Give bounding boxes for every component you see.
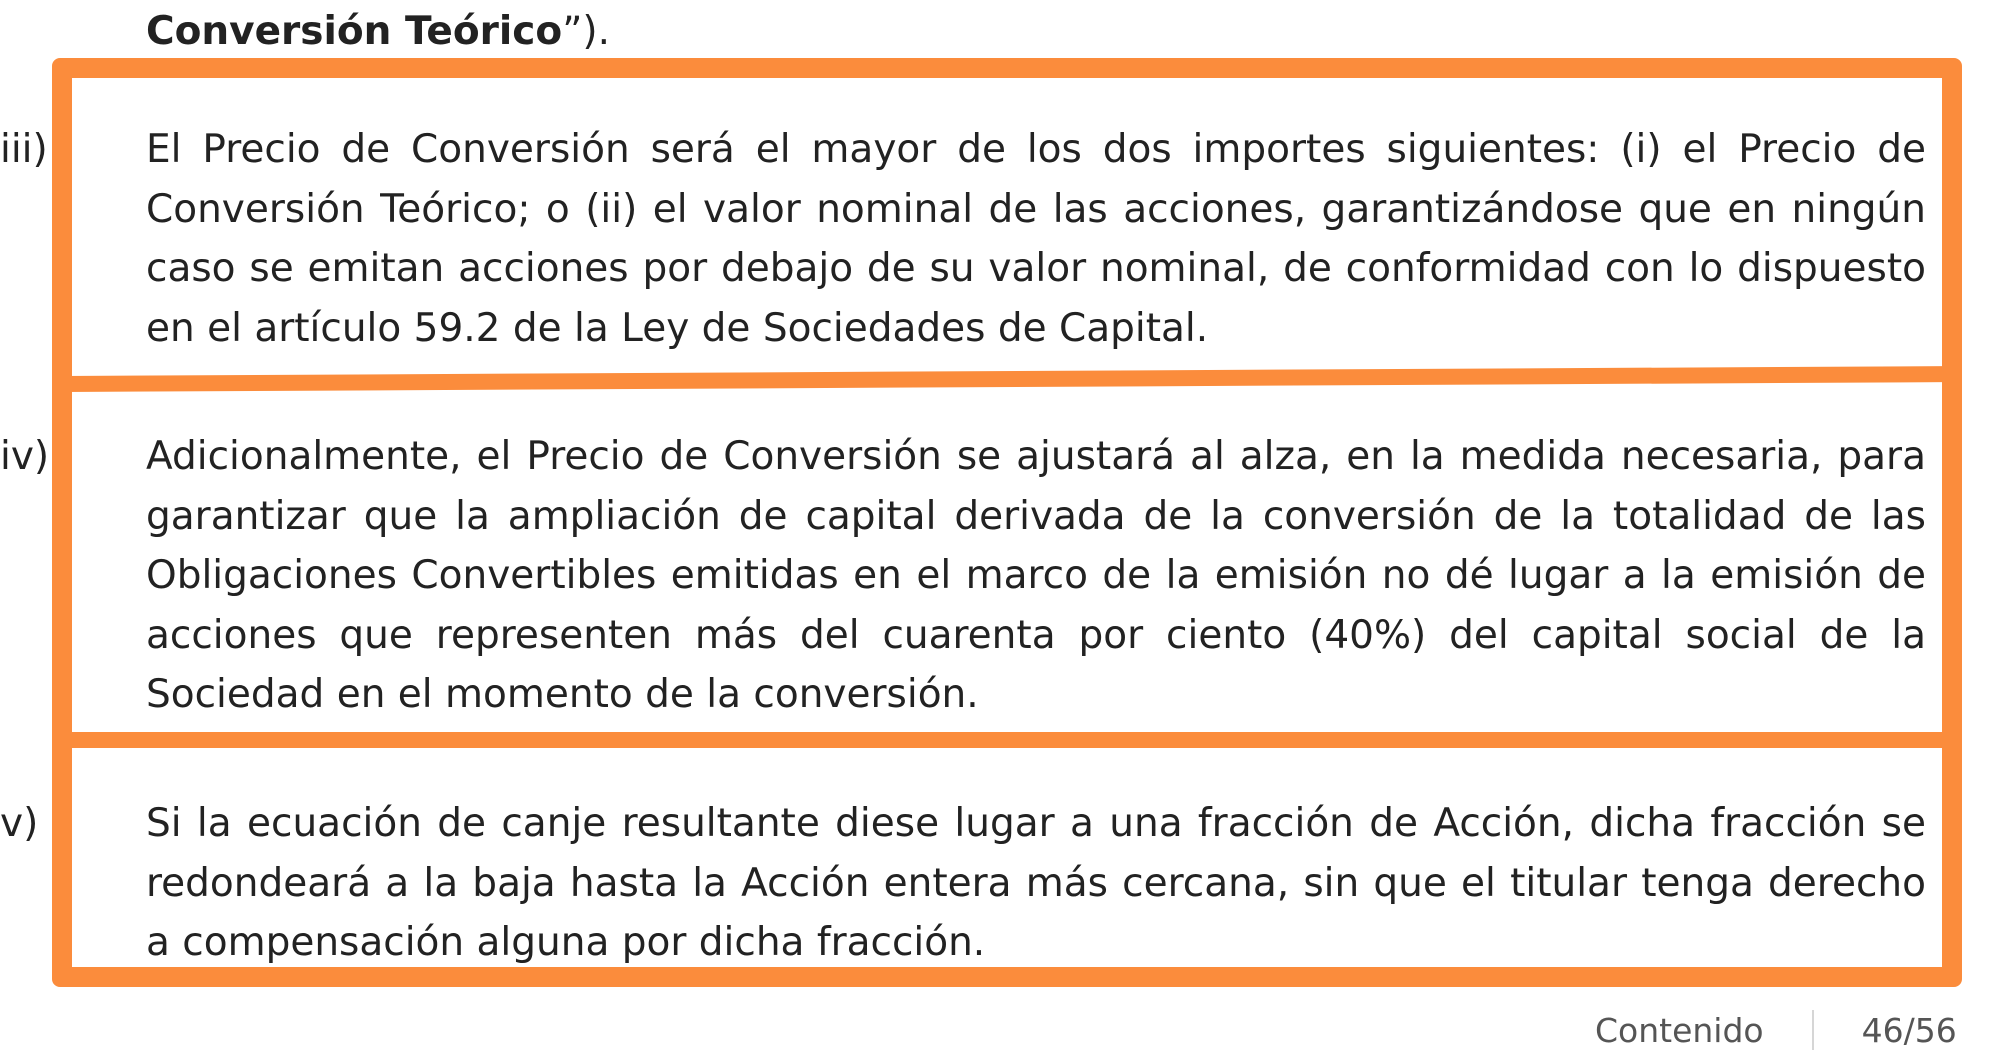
clause-text: El Precio de Conversión será el mayor de los dos importes siguientes: (i) el Precio de Conversión Teórico; o (ii) el valor nominal de las acciones, garantizándose que en ningún caso se emitan acciones por debajo de su valor nominal, de conformidad con lo dispuesto en el artículo 59.2 de la Ley de Sociedades de Capital. (146, 127, 1926, 351)
footer-separator (1812, 1010, 1814, 1050)
clause-text: Adicionalmente, el Precio de Conversión se ajustará al alza, en la medida necesaria, para garantizar que la ampliación de capital derivada de la conversión de la totalidad de las Obligaciones Convertibles emitidas en el marco de la emisión no dé lugar a la emisión de acciones que representen más del cuarenta por ciento (40%) del capital social de la Sociedad en el momento de la conversión. (146, 434, 1926, 717)
page-footer (1595, 1006, 1957, 1054)
clause-number: iv) (0, 434, 50, 479)
previous-clause-bold-term: Conversión Teórico (146, 9, 563, 54)
page-indicator: 46/56 (1861, 1010, 1957, 1050)
clause-number: v) (0, 801, 39, 846)
highlight-divider (64, 732, 1944, 748)
previous-clause-tail (146, 4, 610, 60)
clause-number: iii) (0, 127, 48, 172)
clause-text: Si la ecuación de canje resultante diese lugar a una fracción de Acción, dicha fracción se redondeará a la baja hasta la Acción entera más cercana, sin que el titular tenga derecho a compensación alguna por dicha fracción. (146, 801, 1926, 965)
contents-link[interactable]: Contenido (1595, 1010, 1764, 1050)
previous-clause-closing: ”). (562, 9, 611, 54)
